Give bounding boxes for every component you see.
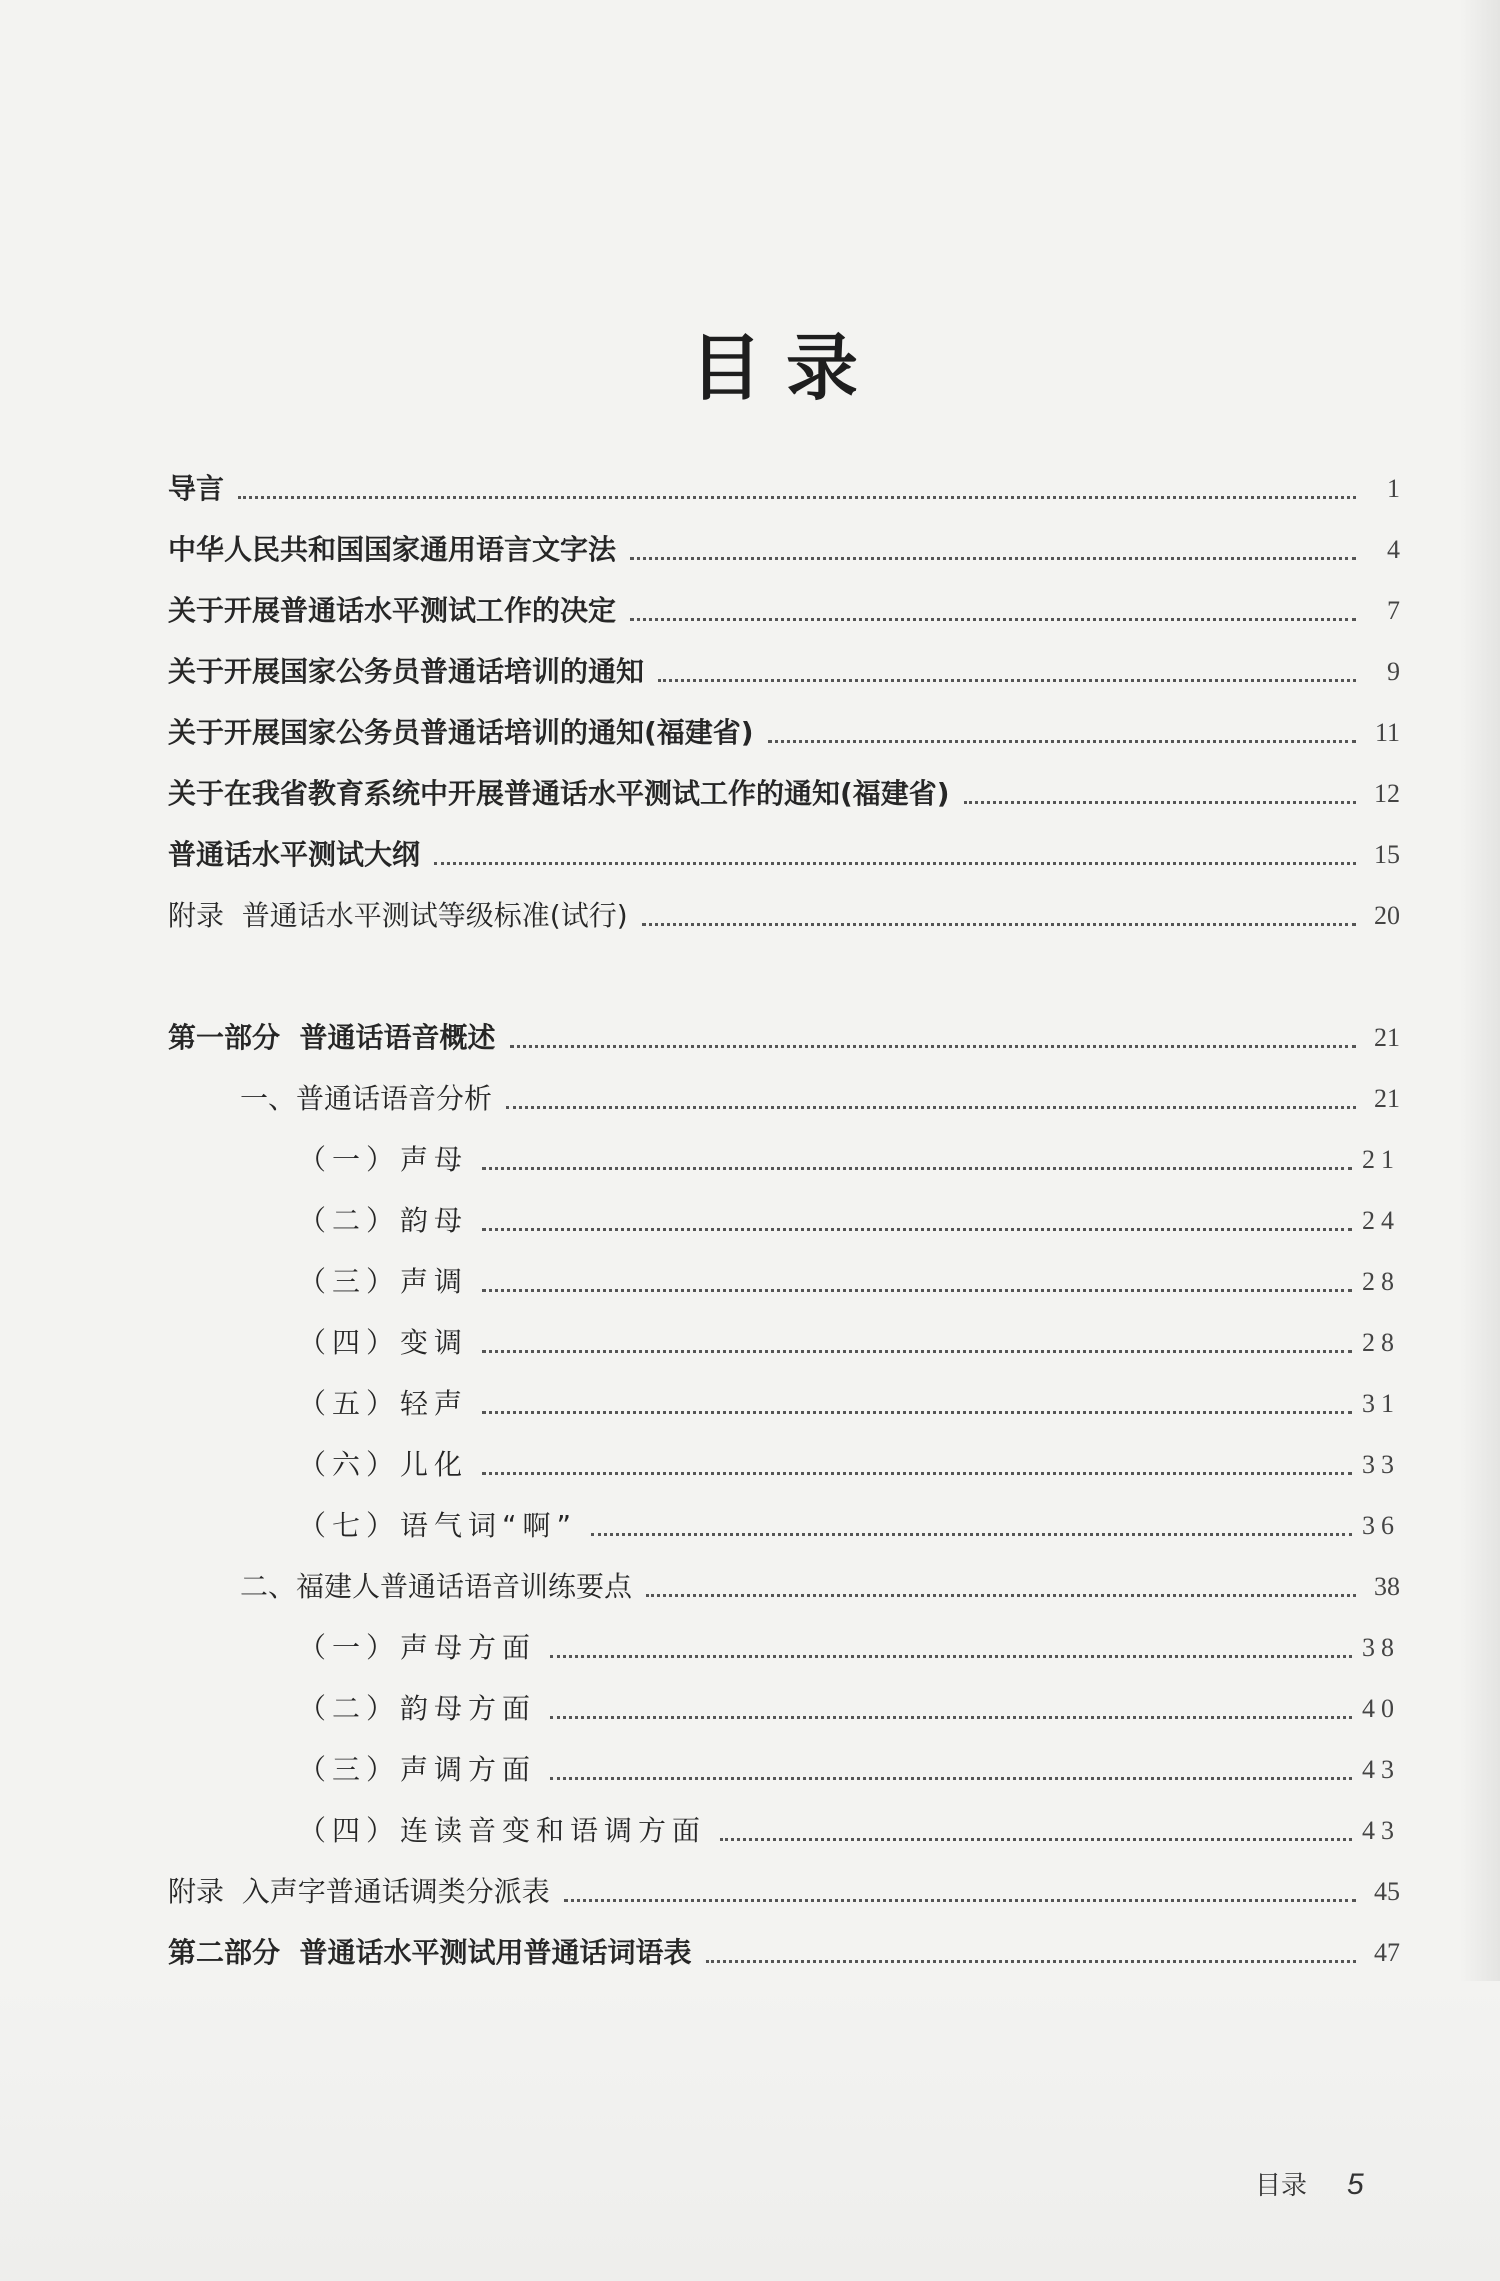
toc-entry-page: 33: [1362, 1450, 1400, 1479]
toc-entry-label: （一）声母: [298, 1143, 469, 1176]
toc-entry-page: 24: [1362, 1206, 1400, 1235]
toc-entry-page: 43: [1362, 1755, 1400, 1784]
toc-entry-page: 4: [1387, 535, 1400, 564]
page-footer: [1255, 2165, 1364, 2202]
dot-leader: [482, 1228, 1352, 1231]
toc-entry-page: 21: [1374, 1023, 1400, 1052]
footer-section-label: 目录: [1255, 2171, 1308, 2201]
toc-entry-label: 关于开展国家公务员普通话培训的通知: [168, 655, 645, 688]
dot-leader: [482, 1350, 1352, 1353]
dot-leader: [964, 801, 1356, 804]
dot-leader: [646, 1594, 1356, 1597]
toc-entry[interactable]: [168, 692, 1400, 753]
toc-entry-page: 11: [1374, 718, 1400, 747]
toc-entry[interactable]: [168, 1058, 1400, 1119]
toc-entry[interactable]: [168, 570, 1400, 631]
toc-entry[interactable]: [168, 1241, 1400, 1302]
dot-leader: [482, 1167, 1352, 1170]
dot-leader: [630, 557, 1356, 560]
dot-leader: [550, 1655, 1352, 1658]
toc-entry[interactable]: [168, 1912, 1400, 1973]
toc-entry-label: （三）声调: [298, 1265, 469, 1298]
toc-entry-page: 15: [1374, 840, 1400, 869]
toc-entry-page: 7: [1387, 596, 1400, 625]
toc-entry[interactable]: [168, 448, 1400, 509]
toc-entry-page: 28: [1362, 1267, 1400, 1296]
toc-entry-label: （四）连读音变和语调方面: [298, 1814, 707, 1847]
toc-entry-label: （五）轻声: [298, 1387, 469, 1420]
dot-leader: [550, 1777, 1352, 1780]
toc-entry-label: 附录 普通话水平测试等级标准(试行): [168, 899, 628, 932]
dot-leader: [482, 1411, 1352, 1414]
toc-entry-label: （一）声母方面: [298, 1631, 537, 1664]
dot-leader: [238, 496, 1356, 499]
toc-entry[interactable]: [168, 1546, 1400, 1607]
toc-entry-page: 20: [1374, 901, 1400, 930]
toc-entry-label: 关于开展国家公务员普通话培训的通知(福建省): [168, 716, 754, 749]
toc-entry-label: 普通话水平测试大纲: [168, 838, 421, 871]
page-bottom-shade: [0, 1981, 1500, 2281]
toc-entry-page: 47: [1374, 1938, 1400, 1967]
dot-leader: [564, 1899, 1356, 1902]
toc-entry[interactable]: [168, 1363, 1400, 1424]
toc-entry-label: 二、福建人普通话语音训练要点: [240, 1570, 633, 1603]
table-of-contents: [168, 448, 1400, 1973]
toc-entry-page: 38: [1362, 1633, 1400, 1662]
footer-page-number: 5: [1347, 2168, 1364, 2201]
toc-entry[interactable]: [168, 753, 1400, 814]
toc-entry-label: （六）儿化: [298, 1448, 469, 1481]
toc-entry-page: 40: [1362, 1694, 1400, 1723]
toc-entry[interactable]: [168, 509, 1400, 570]
toc-entry[interactable]: [168, 1485, 1400, 1546]
toc-entry-page: 45: [1374, 1877, 1400, 1906]
toc-entry[interactable]: [168, 1424, 1400, 1485]
toc-entry-page: 38: [1374, 1572, 1400, 1601]
toc-entry[interactable]: [168, 1607, 1400, 1668]
toc-entry-page: 12: [1374, 779, 1400, 808]
toc-entry-label: 附录 入声字普通话调类分派表: [168, 1875, 550, 1908]
toc-entry-label: 关于在我省教育系统中开展普通话水平测试工作的通知(福建省): [168, 777, 950, 810]
toc-entry-page: 31: [1362, 1389, 1400, 1418]
dot-leader: [706, 1960, 1357, 1963]
toc-entry[interactable]: [168, 997, 1400, 1058]
dot-leader: [642, 923, 1356, 926]
dot-leader: [768, 740, 1356, 743]
dot-leader: [510, 1045, 1357, 1048]
toc-entry[interactable]: [168, 1729, 1400, 1790]
toc-entry-label: （七）语气词“啊”: [298, 1509, 578, 1542]
toc-entry[interactable]: [168, 1668, 1400, 1729]
dot-leader: [434, 862, 1356, 865]
toc-entry[interactable]: [168, 875, 1400, 936]
toc-entry-page: 1: [1387, 474, 1400, 503]
toc-entry-page: 43: [1362, 1816, 1400, 1845]
toc-entry-label: 第一部分 普通话语音概述: [168, 1021, 496, 1054]
toc-entry[interactable]: [168, 1790, 1400, 1851]
dot-leader: [482, 1472, 1352, 1475]
toc-entry-label: （二）韵母方面: [298, 1692, 537, 1725]
toc-entry-label: 关于开展普通话水平测试工作的决定: [168, 594, 617, 627]
toc-entry-label: （三）声调方面: [298, 1753, 537, 1786]
dot-leader: [482, 1289, 1352, 1292]
toc-entry-label: 导言: [168, 472, 225, 505]
dot-leader: [506, 1106, 1356, 1109]
toc-entry-label: 中华人民共和国国家通用语言文字法: [168, 533, 617, 566]
page-title: 目录: [689, 326, 882, 411]
dot-leader: [591, 1533, 1352, 1536]
dot-leader: [550, 1716, 1352, 1719]
toc-entry-page: 36: [1362, 1511, 1400, 1540]
dot-leader: [658, 679, 1356, 682]
toc-entry-label: 一、普通话语音分析: [240, 1082, 493, 1115]
toc-entry-page: 21: [1362, 1145, 1400, 1174]
toc-entry[interactable]: [168, 1180, 1400, 1241]
toc-entry-page: 21: [1374, 1084, 1400, 1113]
toc-entry[interactable]: [168, 1851, 1400, 1912]
toc-entry[interactable]: [168, 631, 1400, 692]
toc-entry-page: 28: [1362, 1328, 1400, 1357]
toc-entry-label: （四）变调: [298, 1326, 469, 1359]
dot-leader: [630, 618, 1356, 621]
toc-entry-label: （二）韵母: [298, 1204, 469, 1237]
toc-entry[interactable]: [168, 1302, 1400, 1363]
toc-entry-label: 第二部分 普通话水平测试用普通话词语表: [168, 1936, 692, 1969]
dot-leader: [720, 1838, 1352, 1841]
toc-entry[interactable]: [168, 1119, 1400, 1180]
toc-entry[interactable]: [168, 814, 1400, 875]
toc-entry-page: 9: [1387, 657, 1400, 686]
